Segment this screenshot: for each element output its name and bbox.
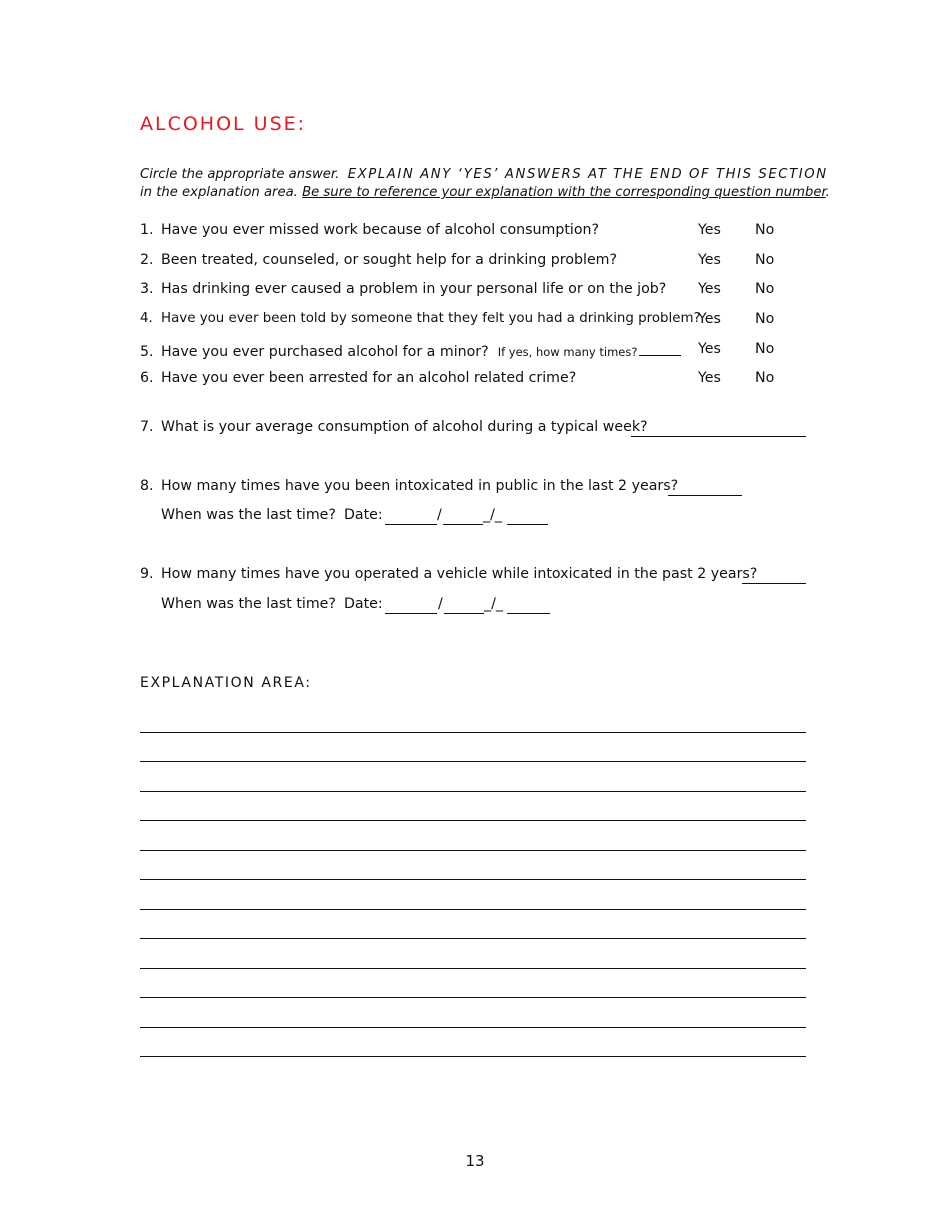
date-year-blank[interactable] — [507, 524, 548, 525]
question-text: Have you ever been told by someone that they felt you had a drinking problem? — [161, 311, 701, 326]
explanation-line[interactable] — [140, 879, 806, 880]
instruction-underlined: Be sure to reference your explanation with the corresponding question number — [302, 185, 826, 200]
question-8-last-time — [161, 507, 336, 523]
question-text: Have you ever purchased alcohol for a minor? — [161, 344, 489, 360]
explanation-line[interactable] — [140, 791, 806, 792]
no-option-3[interactable]: No — [755, 281, 775, 297]
explanation-area-label: EXPLANATION AREA: — [140, 675, 312, 691]
yes-option-3[interactable]: Yes — [698, 281, 721, 297]
yes-option-5[interactable]: Yes — [698, 341, 721, 357]
explanation-line[interactable] — [140, 1027, 806, 1028]
date-month-blank[interactable] — [385, 613, 437, 614]
date-year-blank[interactable] — [507, 613, 550, 614]
question-text: How many times have you operated a vehicle while intoxicated in the past 2 years? — [161, 566, 758, 582]
question-text: Been treated, counseled, or sought help for a drinking problem? — [161, 252, 618, 268]
question-9-date — [344, 596, 383, 612]
instructions — [140, 166, 830, 202]
question-number: 3. — [140, 281, 154, 297]
question-2 — [140, 252, 617, 268]
date-separator: / — [438, 596, 443, 612]
explanation-line[interactable] — [140, 820, 806, 821]
date-label: Date: — [344, 507, 383, 523]
explanation-line[interactable] — [140, 909, 806, 910]
instruction-text-2: in the explanation area. — [140, 185, 298, 200]
yes-option-4[interactable]: Yes — [698, 311, 721, 327]
question-text: How many times have you been intoxicated in public in the last 2 years? — [161, 478, 679, 494]
date-label: Date: — [344, 596, 383, 612]
date-separator: _/_ — [483, 507, 502, 523]
question-text: What is your average consumption of alcohol during a typical week? — [161, 419, 648, 435]
question-number: 2. — [140, 252, 154, 268]
page-number: 13 — [465, 1152, 485, 1170]
question-text: Have you ever missed work because of alcohol consumption? — [161, 222, 600, 238]
explanation-line[interactable] — [140, 938, 806, 939]
yes-option-1[interactable]: Yes — [698, 222, 721, 238]
explanation-line[interactable] — [140, 997, 806, 998]
no-option-2[interactable]: No — [755, 252, 775, 268]
no-option-5[interactable]: No — [755, 341, 775, 357]
yes-option-2[interactable]: Yes — [698, 252, 721, 268]
question-number: 6. — [140, 370, 154, 386]
question-3 — [140, 281, 666, 297]
question-9 — [140, 566, 757, 582]
last-time-label: When was the last time? — [161, 507, 336, 523]
question-text: Has drinking ever caused a problem in your personal life or on the job? — [161, 281, 667, 297]
question-number: 5. — [140, 344, 154, 360]
question-number: 8. — [140, 478, 154, 494]
instruction-caps: EXPLAIN ANY ‘YES’ ANSWERS AT THE END OF THIS SECTION — [347, 167, 828, 182]
no-option-1[interactable]: No — [755, 222, 775, 238]
times-blank[interactable] — [639, 341, 681, 356]
date-month-blank[interactable] — [385, 524, 437, 525]
question-4 — [140, 311, 701, 326]
question-number: 9. — [140, 566, 154, 582]
yes-option-6[interactable]: Yes — [698, 370, 721, 386]
date-separator: _/_ — [484, 596, 503, 612]
consumption-blank[interactable] — [631, 436, 806, 437]
question-5 — [140, 341, 681, 360]
explanation-line[interactable] — [140, 761, 806, 762]
question-8-date — [344, 507, 383, 523]
instruction-period: . — [825, 185, 830, 200]
section-title: ALCOHOL USE: — [140, 113, 307, 135]
question-7 — [140, 419, 648, 435]
question-5-subtext: If yes, how many times? — [497, 345, 638, 359]
question-9-last-time — [161, 596, 336, 612]
question-8 — [140, 478, 678, 494]
vehicle-count-blank[interactable] — [742, 583, 806, 584]
question-number: 4. — [140, 311, 153, 326]
date-day-blank[interactable] — [443, 524, 483, 525]
question-1 — [140, 222, 599, 238]
no-option-6[interactable]: No — [755, 370, 775, 386]
date-separator: / — [437, 507, 442, 523]
date-day-blank[interactable] — [444, 613, 484, 614]
no-option-4[interactable]: No — [755, 311, 775, 327]
question-text: Have you ever been arrested for an alcohol related crime? — [161, 370, 577, 386]
question-6 — [140, 370, 576, 386]
explanation-line[interactable] — [140, 732, 806, 733]
instruction-text: Circle the appropriate answer. — [140, 167, 340, 182]
explanation-line[interactable] — [140, 968, 806, 969]
intoxicated-count-blank[interactable] — [668, 495, 742, 496]
question-number: 7. — [140, 419, 154, 435]
question-number: 1. — [140, 222, 154, 238]
last-time-label: When was the last time? — [161, 596, 336, 612]
explanation-line[interactable] — [140, 850, 806, 851]
explanation-line[interactable] — [140, 1056, 806, 1057]
